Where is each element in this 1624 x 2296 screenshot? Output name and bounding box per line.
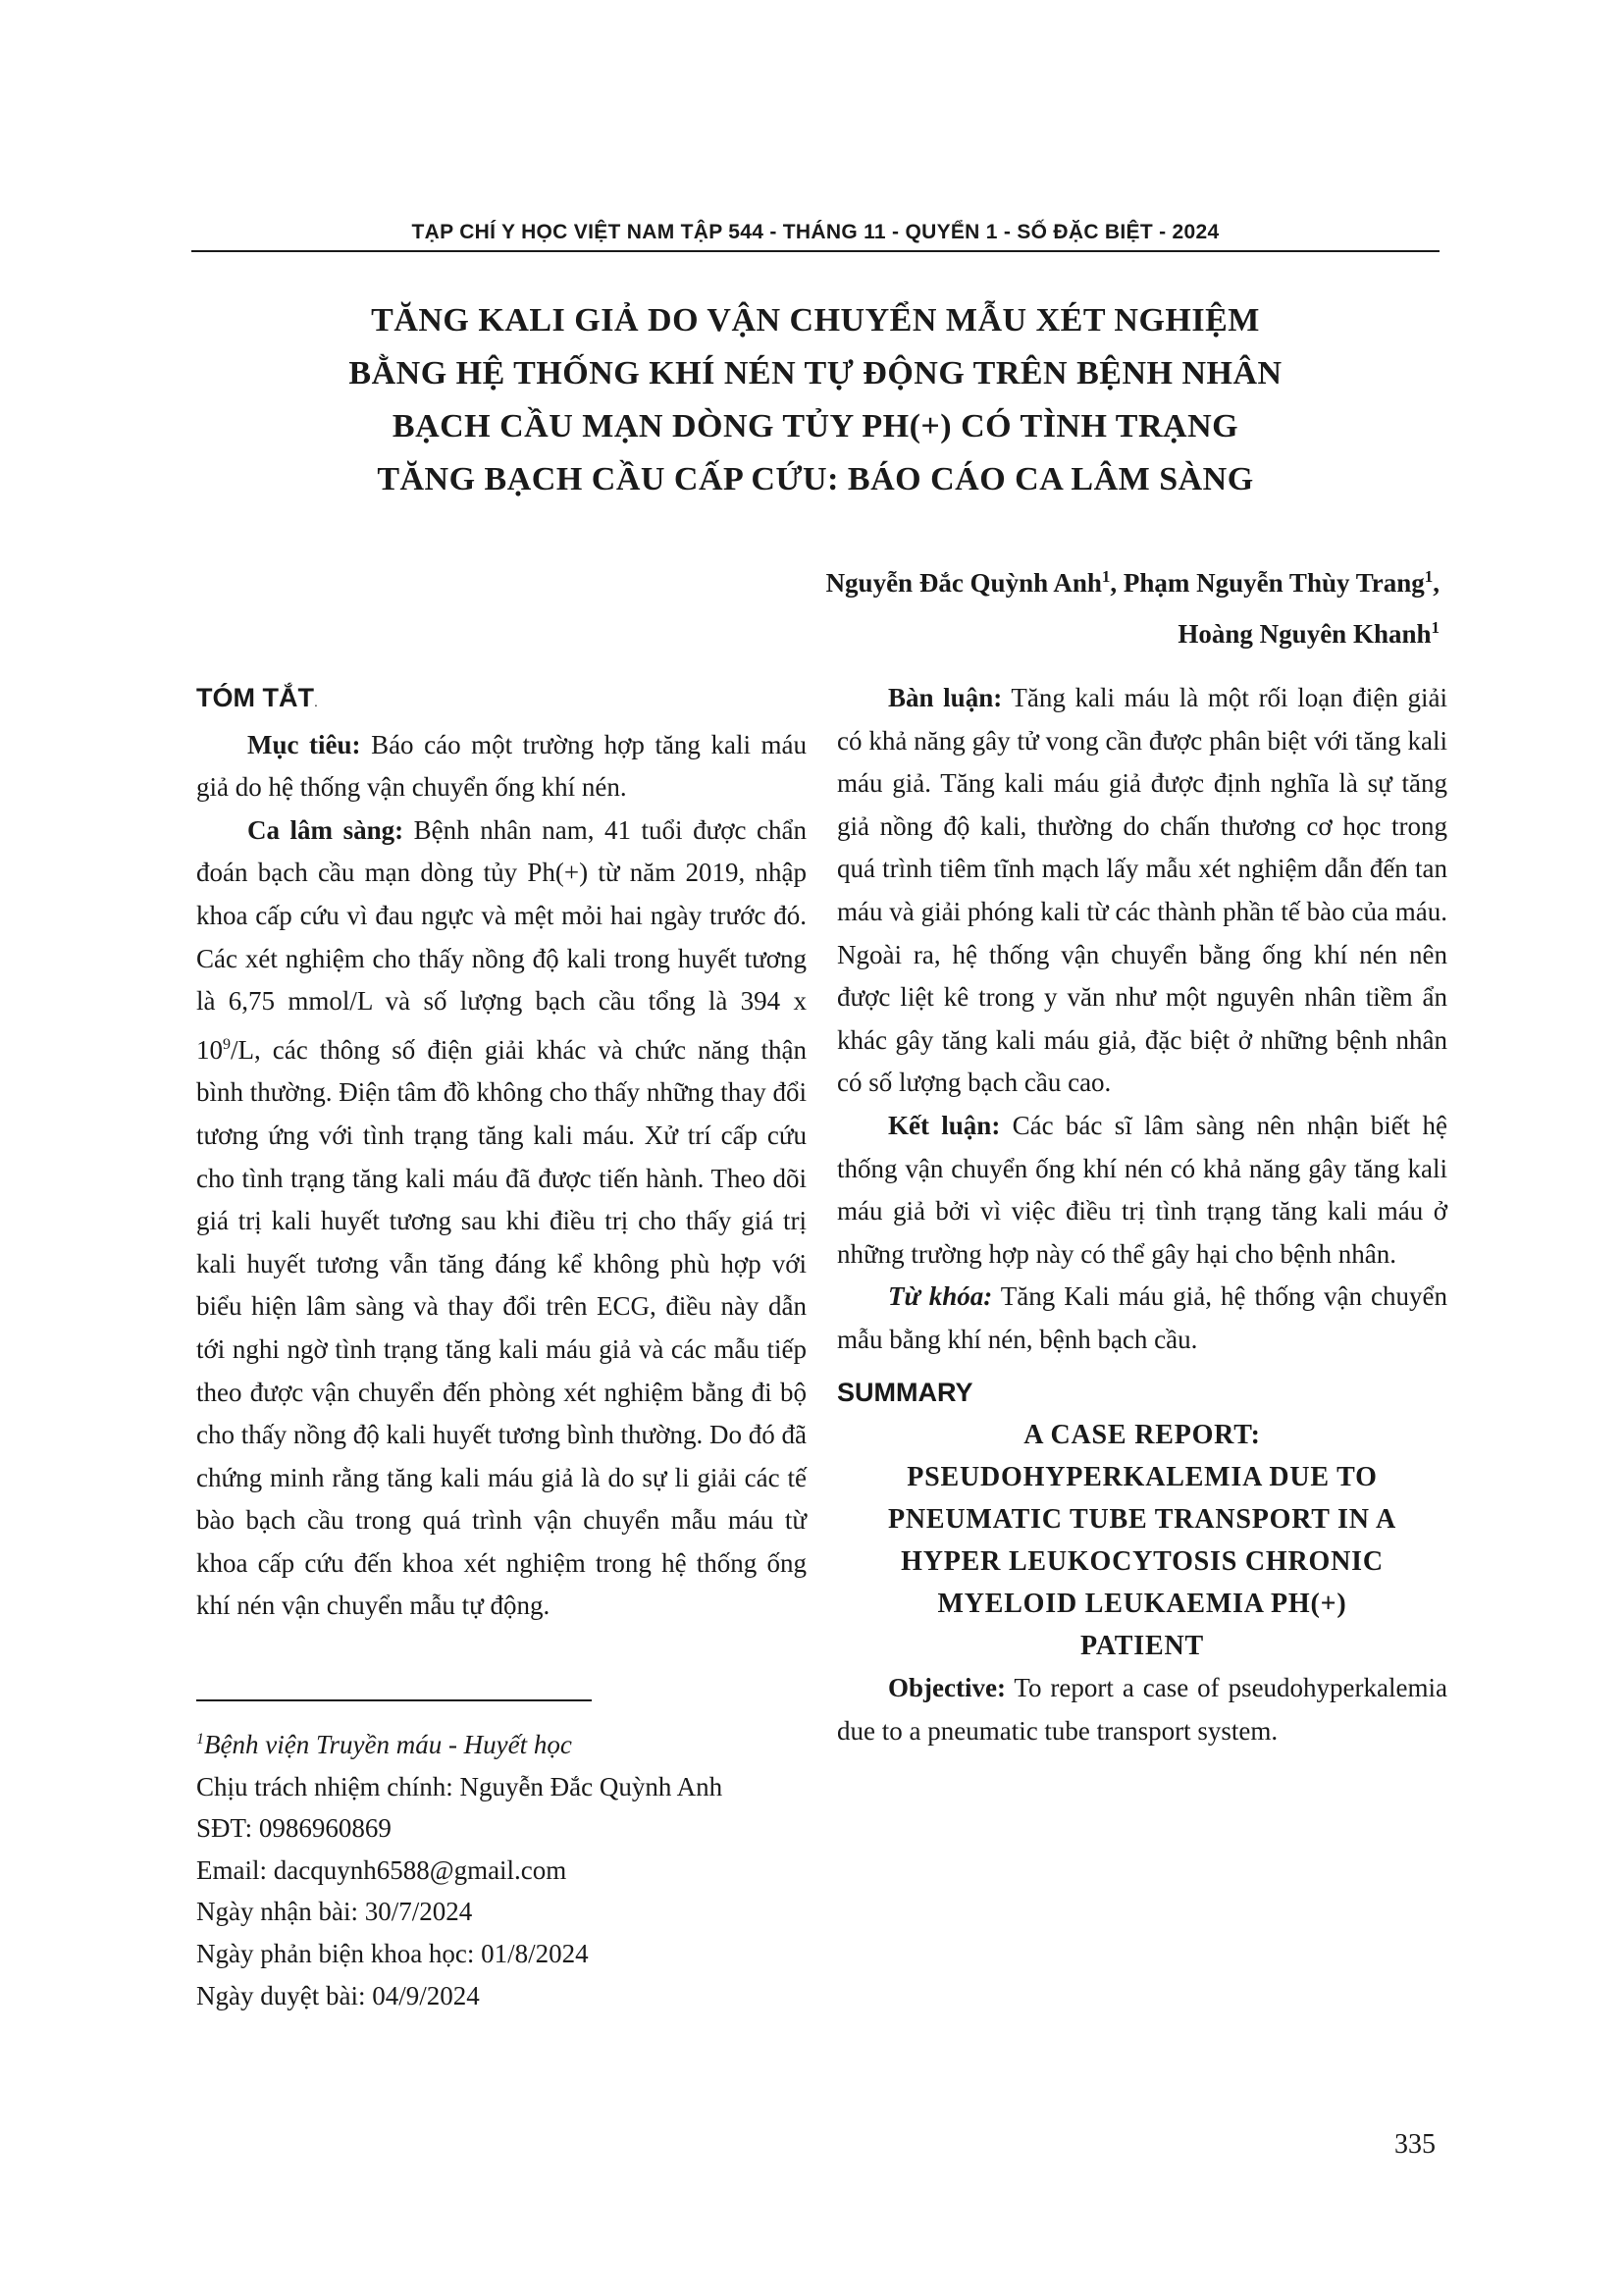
- summary-title-line: PNEUMATIC TUBE TRANSPORT IN A: [887, 1504, 1396, 1536]
- footnote-affiliation-mark: 1: [196, 1731, 204, 1748]
- conclusion-text: Các bác sĩ lâm sàng nên nhận biết hệ thống vận chuyển ống khí nén có khả năng gây tăng kali máu giả bởi vì việc điều trị tình trạng tăng kali máu ở những trường hợp này có thể gây hại cho bệnh nhân.: [837, 1110, 1447, 1269]
- objective-text: Báo cáo một trường hợp tăng kali máu giả do hệ thống vận chuyển ống khí nén.: [196, 729, 807, 803]
- keywords-label: Từ khóa:: [888, 1281, 993, 1312]
- footnote-accepted: Ngày duyệt bài: 04/9/2024: [196, 1980, 480, 2010]
- author-separator: ,: [1110, 568, 1118, 598]
- abstract-heading-text: TÓM TẮT: [196, 683, 314, 712]
- case-label: Ca lâm sàng:: [247, 814, 404, 845]
- summary-objective-text: To report a case of pseudohyperkalemia due to a pneumatic tube transport system.: [837, 1673, 1447, 1746]
- summary-title-line: MYELOID LEUKAEMIA PH(+): [937, 1589, 1347, 1620]
- page-number: 335: [1394, 2129, 1436, 2160]
- footnote-responsible: Chịu trách nhiệm chính: Nguyễn Đắc Quỳnh Anh: [196, 1771, 723, 1801]
- author-list: [826, 554, 1440, 656]
- case-text-part-1: Bệnh nhân nam, 41 tuổi được chẩn đoán bạch cầu mạn dòng tủy Ph(+) từ năm 2019, nhập khoa cấp cứu vì đau ngực và mệt mỏi hai ngày trước đó. Các xét nghiệm cho thấy nồng độ kali trong huyết tương là 6,75 mmol/L và số lượng bạch cầu tổng là 394 x 10: [196, 814, 808, 1065]
- footnote-phone: SĐT: 0986960869: [196, 1813, 392, 1844]
- footnote-reviewed: Ngày phản biện khoa học: 01/8/2024: [196, 1938, 589, 1968]
- summary-objective-label: Objective:: [888, 1673, 1006, 1703]
- summary-title-line: PATIENT: [1080, 1631, 1204, 1662]
- summary-title: [837, 1414, 1447, 1667]
- case-text-part-2: /L, các thông số điện giải khác và chức năng thận bình thường. Điện tâm đồ không cho thấy những thay đổi tương ứng với tình trạng tăng kali máu. Xử trí cấp cứu cho tình trạng tăng kali máu đã được tiến hành. Theo dõi giá trị kali huyết tương sau khi điều trị cho thấy giá trị kali huyết tương vẫn tăng đáng kể không phù hợp với biểu hiện lâm sàng và thay đổi trên ECG, điều này dẫn tới nghi ngờ tình trạng tăng kali máu giả và các mẫu tiếp theo được vận chuyển đến phòng xét nghiệm bằng đi bộ cho thấy nồng độ kali huyết tương bình thường. Do đó đã chứng minh rằng tăng kali máu giả là do sự li giải các tế bào bạch cầu trong quá trình vận chuyển mẫu máu từ khoa cấp cứu đến khoa xét nghiệm trong hệ thống ống khí nén vận chuyển mẫu tự động.: [196, 1034, 807, 1621]
- footnote-affiliation: [196, 1719, 824, 1766]
- case-paragraph: [196, 809, 807, 1628]
- footnote-received: Ngày nhận bài: 30/7/2024: [196, 1897, 473, 1927]
- right-column: [837, 677, 1447, 1752]
- title-line: TĂNG KALI GIẢ DO VẬN CHUYỂN MẪU XÉT NGHIỆM: [371, 302, 1260, 339]
- affiliation-mark: 1: [1424, 567, 1434, 586]
- author-separator: ,: [1433, 568, 1440, 598]
- title-line: BẰNG HỆ THỐNG KHÍ NÉN TỰ ĐỘNG TRÊN BỆNH NHÂN: [348, 355, 1283, 391]
- article-title: [191, 294, 1440, 506]
- abstract-heading-suffix: .: [313, 694, 318, 709]
- keywords-text: Tăng Kali máu giả, hệ thống vận chuyển mẫu bằng khí nén, bệnh bạch cầu.: [837, 1281, 1447, 1354]
- abstract-heading: [196, 677, 807, 724]
- objective-paragraph: [196, 724, 807, 809]
- exponent: 9: [223, 1035, 231, 1053]
- footnote-email: Email: dacquynh6588@gmail.com: [196, 1854, 567, 1885]
- author-name: Phạm Nguyễn Thùy Trang: [1123, 568, 1425, 598]
- conclusion-paragraph: [837, 1105, 1447, 1276]
- author-name: Hoàng Nguyên Khanh: [1178, 619, 1432, 649]
- title-line: BẠCH CẦU MẠN DÒNG TỦY PH(+) CÓ TÌNH TRẠNG: [392, 408, 1239, 444]
- affiliation-mark: 1: [1431, 618, 1440, 637]
- summary-title-line: A CASE REPORT:: [1023, 1420, 1261, 1451]
- objective-label: Mục tiêu:: [247, 729, 361, 759]
- discussion-label: Bàn luận:: [888, 683, 1003, 712]
- author-line: [826, 605, 1440, 656]
- title-line: TĂNG BẠCH CẦU CẤP CỨU: BÁO CÁO CA LÂM SÀNG: [377, 461, 1254, 497]
- keywords-paragraph: [837, 1276, 1447, 1361]
- footnote-affiliation-text: Bệnh viện Truyền máu - Huyết học: [204, 1730, 572, 1759]
- summary-objective-paragraph: [837, 1667, 1447, 1752]
- footnote-divider: [196, 1699, 592, 1701]
- running-header: TẠP CHÍ Y HỌC VIỆT NAM TẬP 544 - THÁNG 11 - QUYỂN 1 - SỐ ĐẶC BIỆT - 2024: [191, 221, 1440, 252]
- conclusion-label: Kết luận:: [888, 1110, 1001, 1140]
- affiliation-mark: 1: [1101, 567, 1111, 586]
- author-name: Nguyễn Đắc Quỳnh Anh: [825, 568, 1102, 598]
- summary-title-line: HYPER LEUKOCYTOSIS CHRONIC: [901, 1546, 1384, 1578]
- discussion-paragraph: [837, 677, 1447, 1105]
- left-column: [196, 677, 807, 1628]
- footnote: [196, 1719, 824, 2016]
- summary-heading: SUMMARY: [837, 1377, 973, 1407]
- discussion-text: Tăng kali máu là một rối loạn điện giải có khả năng gây tử vong cần được phân biệt với tăng kali máu giả. Tăng kali máu giả được định nghĩa là sự tăng giả nồng độ kali, thường do chấn thương cơ học trong quá trình tiêm tĩnh mạch lấy mẫu xét nghiệm dẫn đến tan máu và giải phóng kali từ các thành phần tế bào của máu. Ngoài ra, hệ thống vận chuyển bằng ống khí nén nên được liệt kê trong y văn như một nguyên nhân tiềm ẩn khác gây tăng kali máu giả, đặc biệt ở những bệnh nhân có số lượng bạch cầu cao.: [837, 683, 1447, 1098]
- author-line: [826, 554, 1440, 605]
- summary-title-line: PSEUDOHYPERKALEMIA DUE TO: [907, 1462, 1378, 1493]
